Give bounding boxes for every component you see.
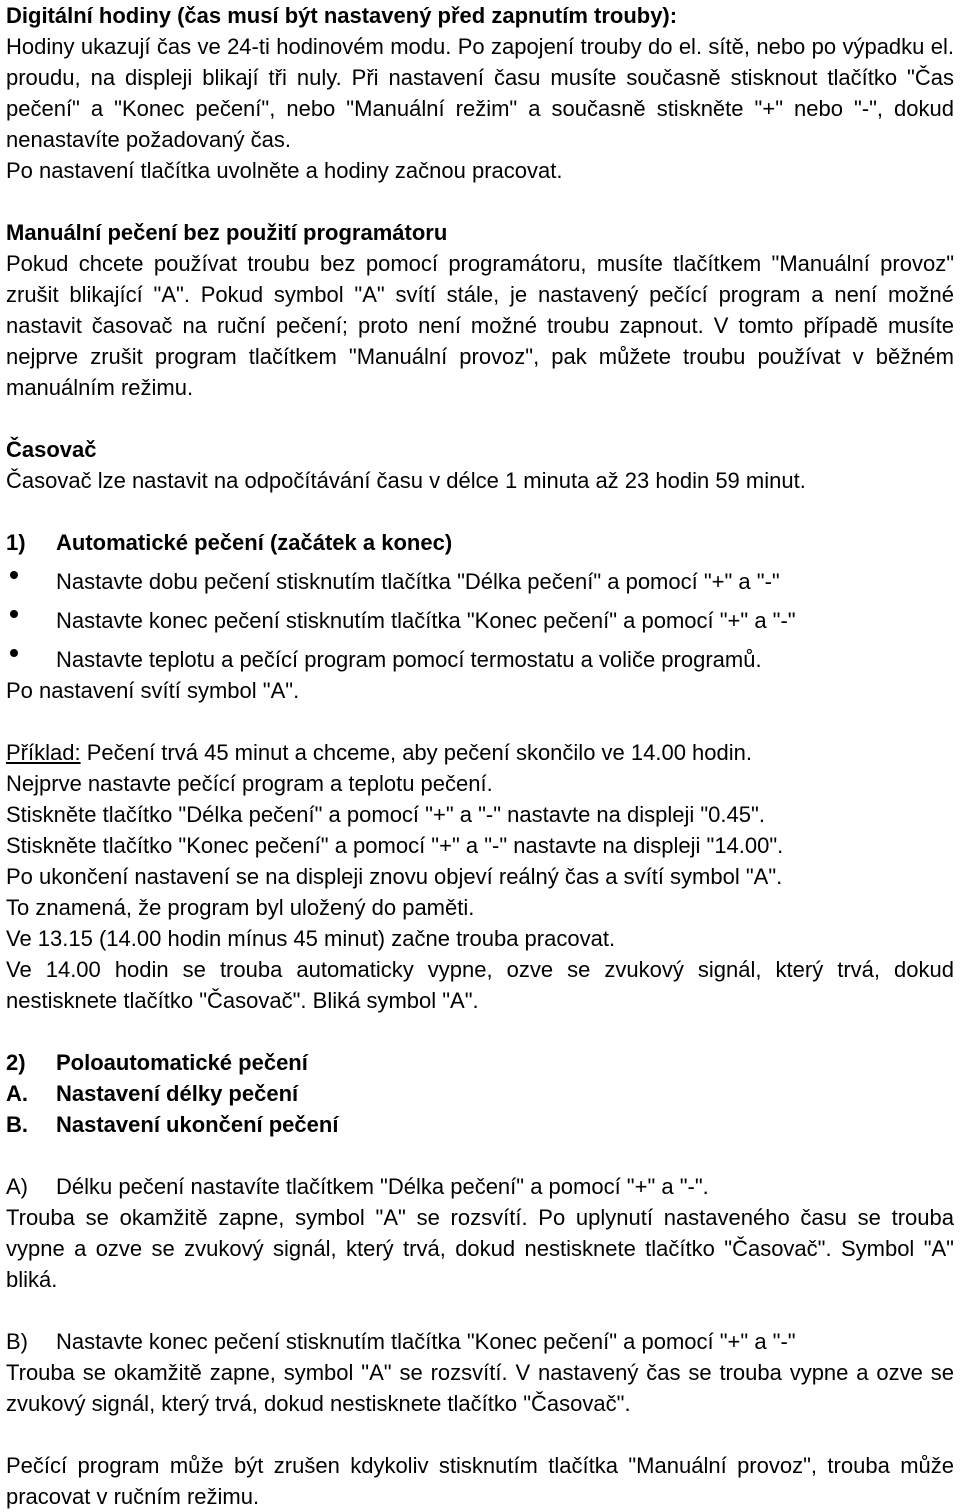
bullet-icon xyxy=(6,558,56,589)
example-label: Příklad: xyxy=(6,740,81,765)
timer-heading: Časovač xyxy=(6,437,97,462)
clock-body-last: Po nastavení tlačítka uvolněte a hodiny začnou pracovat. xyxy=(6,158,563,183)
semi-sub-b-text: Nastavení ukončení pečení xyxy=(56,1112,339,1137)
auto-after: Po nastavení svítí symbol "A". xyxy=(6,678,300,703)
semi-a-label: A) xyxy=(6,1174,28,1199)
example-line: Stiskněte tlačítko "Konec pečení" a pomocí "+" a "-" nastavte na displeji "14.00". xyxy=(6,833,784,858)
example-line: To znamená, že program byl uložený do paměti. xyxy=(6,895,475,920)
clock-body: Hodiny ukazují čas ve 24-ti hodinovém modu. Po zapojení trouby do el. sítě, nebo po výpadku el. proudu, na displeji blikají tři nuly. Při nastavení času musíte současně stisknout tlačítko "Čas pečení" a "Konec pečení", nebo "Manuální režim" a současně stiskněte "+" nebo "-", dokud nenastavíte požadovaný čas. xyxy=(6,34,954,152)
list-item xyxy=(6,636,954,675)
semi-a-text: Délku pečení nastavíte tlačítkem "Délka pečení" a pomocí "+" a "-". xyxy=(56,1174,709,1199)
example-first-line xyxy=(6,737,954,768)
bullet-text: Nastavte dobu pečení stisknutím tlačítka "Délka pečení" a pomocí "+" a "-" xyxy=(56,569,780,594)
timer-body: Časovač lze nastavit na odpočítávání času v délce 1 minuta až 23 hodin 59 minut. xyxy=(6,468,806,493)
spacer xyxy=(6,1140,954,1171)
example-end: Ve 14.00 hodin se trouba automaticky vypne, ozve se zvukový signál, který trvá, dokud nestisknete tlačítko "Časovač". Bliká symbol "A". xyxy=(6,957,954,1013)
spacer xyxy=(6,1419,954,1450)
semi-a-line xyxy=(6,1171,954,1202)
spacer xyxy=(6,186,954,217)
spacer xyxy=(6,496,954,527)
semi-sub-b xyxy=(6,1109,954,1140)
semi-heading xyxy=(6,1047,954,1078)
semi-sub-a-label: A. xyxy=(6,1081,28,1106)
semi-sub-b-label: B. xyxy=(6,1112,28,1137)
example-line: Nejprve nastavte pečící program a teplotu pečení. xyxy=(6,771,493,796)
example-text: Pečení trvá 45 minut a chceme, aby pečení skončilo ve 14.00 hodin. xyxy=(80,740,752,765)
manual-heading: Manuální pečení bez použití programátoru xyxy=(6,220,448,245)
semi-a-body: Trouba se okamžitě zapne, symbol "A" se rozsvítí. Po uplynutí nastaveného času se trouba vypne a ozve se zvukový signál, který trvá, dokud nestisknete tlačítko "Časovač". Symbol "A" bliká. xyxy=(6,1205,954,1292)
auto-heading-text: Automatické pečení (začátek a konec) xyxy=(56,530,453,555)
manual-body: Pokud chcete používat troubu bez pomocí programátoru, musíte tlačítkem "Manuální provoz" zrušit blikající "A". Pokud symbol "A" svítí stále, je nastavený pečící program a není možné nastavit časovač na ruční pečení; proto není možné troubu zapnout. V tomto případě musíte nejprve zrušit program tlačítkem "Manuální provoz", pak můžete troubu používat v běžném manuálním režimu. xyxy=(6,251,954,400)
example-line: Po ukončení nastavení se na displeji znovu objeví reálný čas a svítí symbol "A". xyxy=(6,864,783,889)
semi-sub-a-text: Nastavení délky pečení xyxy=(56,1081,299,1106)
spacer xyxy=(6,706,954,737)
spacer xyxy=(6,1016,954,1047)
bullet-text: Nastavte konec pečení stisknutím tlačítka "Konec pečení" a pomocí "+" a "-" xyxy=(56,608,796,633)
bullet-text: Nastavte teplotu a pečící program pomocí termostatu a voliče programů. xyxy=(56,647,762,672)
clock-heading: Digitální hodiny (čas musí být nastavený před zapnutím trouby): xyxy=(6,3,678,28)
semi-sub-a xyxy=(6,1078,954,1109)
semi-heading-text: Poloautomatické pečení xyxy=(56,1050,308,1075)
spacer xyxy=(6,403,954,434)
list-item xyxy=(6,558,954,597)
semi-b-text: Nastavte konec pečení stisknutím tlačítka "Konec pečení" a pomocí "+" a "-" xyxy=(56,1329,796,1354)
closing-paragraph: Pečící program může být zrušen kdykoliv stisknutím tlačítka "Manuální provoz", trouba může pracovat v ručním režimu. xyxy=(6,1453,954,1509)
example-line: Ve 13.15 (14.00 hodin mínus 45 minut) začne trouba pracovat. xyxy=(6,926,616,951)
semi-b-line xyxy=(6,1326,954,1357)
bullet-icon xyxy=(6,636,56,667)
semi-heading-number: 2) xyxy=(6,1050,26,1075)
auto-heading-number: 1) xyxy=(6,530,26,555)
list-item xyxy=(6,597,954,636)
auto-heading xyxy=(6,527,954,558)
spacer xyxy=(6,1295,954,1326)
semi-b-body: Trouba se okamžitě zapne, symbol "A" se rozsvítí. V nastavený čas se trouba vypne a ozve se zvukový signál, který trvá, dokud nestisknete tlačítko "Časovač". xyxy=(6,1360,954,1416)
semi-b-label: B) xyxy=(6,1329,28,1354)
example-line: Stiskněte tlačítko "Délka pečení" a pomocí "+" a "-" nastavte na displeji "0.45". xyxy=(6,802,765,827)
bullet-icon xyxy=(6,597,56,628)
